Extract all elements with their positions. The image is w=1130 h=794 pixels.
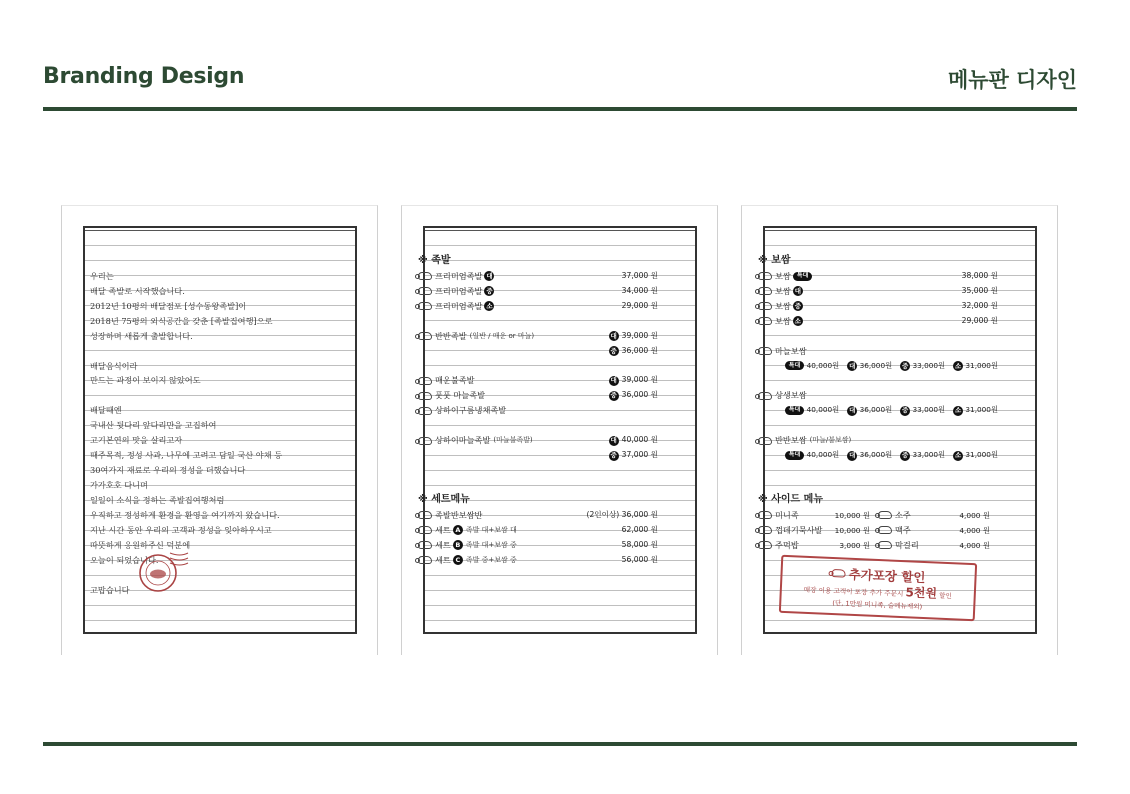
branding-title: Branding Design bbox=[43, 64, 245, 89]
pig-icon bbox=[758, 437, 772, 445]
bossam-menu bbox=[758, 239, 998, 553]
pig-icon bbox=[758, 347, 772, 355]
set-item: 세트 A 족발 대+보쌈 대 62,000 원 bbox=[418, 523, 658, 538]
letter-panel bbox=[61, 205, 378, 655]
price-row: 특대 40,000원 대 36,000원 중 33,000원 소 31,000원 bbox=[758, 403, 998, 418]
jokbal-section-title: ※ 족발 bbox=[418, 254, 451, 266]
pig-icon bbox=[758, 541, 772, 549]
menu-item: 프리미엄족발 중 34,000 원 bbox=[418, 284, 658, 299]
price-row: 특대 40,000원 대 36,000원 중 33,000원 소 31,000원 bbox=[758, 448, 998, 463]
menu-item: 마늘보쌈 bbox=[758, 344, 998, 359]
side-row: 껍데기묵사발 10,000 원 맥주 4,000 원 bbox=[758, 523, 998, 538]
pig-icon bbox=[878, 541, 892, 549]
pig-icon bbox=[418, 302, 432, 310]
letter-line: 지난 시간 동안 우리의 고객과 정성을 잊아하우시고 bbox=[90, 524, 272, 535]
menu-item: 반반보쌈 (마늘/불보쌈) bbox=[758, 433, 998, 448]
postmark-stamp-icon bbox=[130, 543, 190, 603]
pig-icon bbox=[418, 541, 432, 549]
menu-item: 상생보쌈 bbox=[758, 388, 998, 403]
menu-item: 보쌈 특대 38,000 원 bbox=[758, 269, 998, 284]
menu-item-price: 중 36,000 원 bbox=[610, 345, 658, 355]
menu-item: 보쌈 대 35,000 원 bbox=[758, 284, 998, 299]
letter-line: 배달때엔 bbox=[90, 405, 122, 416]
letter-line: 국내산 뒷다리 앞다리만을 고집하여 bbox=[90, 420, 217, 431]
letter-line: 가가호호 다니며 bbox=[90, 480, 148, 490]
menu-item: 보쌈 소 29,000 원 bbox=[758, 314, 998, 329]
letter-line bbox=[90, 388, 330, 403]
pig-icon bbox=[758, 272, 772, 280]
letter-line: 고맙습니다 bbox=[90, 584, 130, 595]
side-row: 주먹밥 3,000 원 막걸리 4,000 원 bbox=[758, 538, 998, 553]
letter-line bbox=[90, 568, 330, 583]
menu-item: 상하이구름냉채족발 bbox=[418, 403, 658, 418]
letter-line bbox=[90, 254, 330, 269]
pig-icon bbox=[758, 392, 772, 400]
set-item: 세트 C 족발 중+보쌈 중 56,000 원 bbox=[418, 553, 658, 568]
pig-icon bbox=[418, 392, 432, 400]
letter-line: 만드는 과정이 보이지 않았어도 bbox=[90, 375, 201, 386]
letter-line: 때주목적, 정성 사과, 나무에 고려고 담일 국산 야채 등 bbox=[90, 450, 283, 461]
takeout-discount-stamp: 추가포장 할인 매장 이용 고객이 포장 추가 주문시 5천원 할인 (단, 1만원 미니족, 술메뉴제외) bbox=[779, 555, 977, 621]
letter-line: 우리는 bbox=[90, 270, 114, 281]
letter-line: 고기본연의 맛을 살리고자 bbox=[90, 435, 183, 446]
set-section-title: ※ 세트메뉴 bbox=[418, 493, 470, 505]
set-item: 세트 B 족발 대+보쌈 중 58,000 원 bbox=[418, 538, 658, 553]
letter-line: 배달음식이라 bbox=[90, 360, 138, 371]
bossam-menu-panel bbox=[741, 205, 1058, 655]
set-item: 족발반보쌈반 (2인이상) 36,000 원 bbox=[418, 508, 658, 523]
letter-line bbox=[90, 344, 330, 359]
letter-line: 우직하고 정성하게 환경을 환영을 여기까지 왔습니다. bbox=[90, 509, 280, 520]
letter-text bbox=[90, 239, 330, 598]
bottom-divider bbox=[43, 742, 1077, 746]
menu-item: 상하이마늘족발 (마늘불족발) 대 40,000 원 bbox=[418, 433, 658, 448]
menu-item: 보쌈 중 32,000 원 bbox=[758, 299, 998, 314]
pig-icon bbox=[418, 437, 432, 445]
pig-icon bbox=[878, 526, 892, 534]
letter-line: 성장하며 새롭게 출발합니다. bbox=[90, 330, 193, 341]
pig-icon bbox=[418, 511, 432, 519]
pig-icon bbox=[832, 569, 846, 578]
side-section-title: ※ 사이드 메뉴 bbox=[758, 493, 823, 505]
jokbal-menu-panel bbox=[401, 205, 718, 655]
price-row: 특대 40,000원 대 36,000원 중 33,000원 소 31,000원 bbox=[758, 359, 998, 374]
pig-icon bbox=[758, 526, 772, 534]
menu-item: 반반족발 (일반 / 매운 or 마늘) 대 39,000 원 bbox=[418, 329, 658, 344]
letter-line: 30여가지 재료로 우리의 정성을 더했습니다 bbox=[90, 465, 246, 476]
pig-icon bbox=[758, 302, 772, 310]
letter-line: 오늘이 되었습니다. bbox=[90, 554, 159, 565]
jokbal-menu bbox=[418, 239, 658, 568]
menu-item: 풋풋 마늘족발 중 36,000 원 bbox=[418, 388, 658, 403]
menu-item-price: 중 37,000 원 bbox=[610, 450, 658, 460]
menu-design-title: 메뉴판 디자인 bbox=[947, 68, 1077, 92]
top-divider bbox=[43, 107, 1077, 111]
pig-icon bbox=[418, 556, 432, 564]
pig-icon bbox=[878, 511, 892, 519]
pig-icon bbox=[758, 511, 772, 519]
menu-item: 프리미엄족발 대 37,000 원 bbox=[418, 269, 658, 284]
pig-icon bbox=[418, 407, 432, 415]
bossam-section-title: ※ 보쌈 bbox=[758, 254, 791, 266]
pig-icon bbox=[418, 526, 432, 534]
pig-icon bbox=[758, 287, 772, 295]
pig-icon bbox=[418, 332, 432, 340]
pig-icon bbox=[418, 287, 432, 295]
letter-line: 2012년 10평의 배달점포 [성수동왕족발]이 bbox=[90, 300, 247, 311]
letter-line: 2018년 75평의 외식공간을 갖춘 [족발집여행]으로 bbox=[90, 315, 273, 326]
pig-icon bbox=[418, 272, 432, 280]
letter-line: 배달 족발로 시작했습니다. bbox=[90, 285, 185, 296]
letter-line: 따뜻하게 응원하주신 덕분에 bbox=[90, 539, 191, 550]
menu-item: 매운불족발 대 39,000 원 bbox=[418, 373, 658, 388]
letter-line bbox=[90, 239, 330, 254]
letter-line: 일일이 소식을 정하는 족발집여행처럼 bbox=[90, 494, 225, 505]
side-row: 미니족 10,000 원 소주 4,000 원 bbox=[758, 508, 998, 523]
pig-icon bbox=[758, 317, 772, 325]
pig-icon bbox=[418, 377, 432, 385]
menu-item: 프리미엄족발 소 29,000 원 bbox=[418, 299, 658, 314]
